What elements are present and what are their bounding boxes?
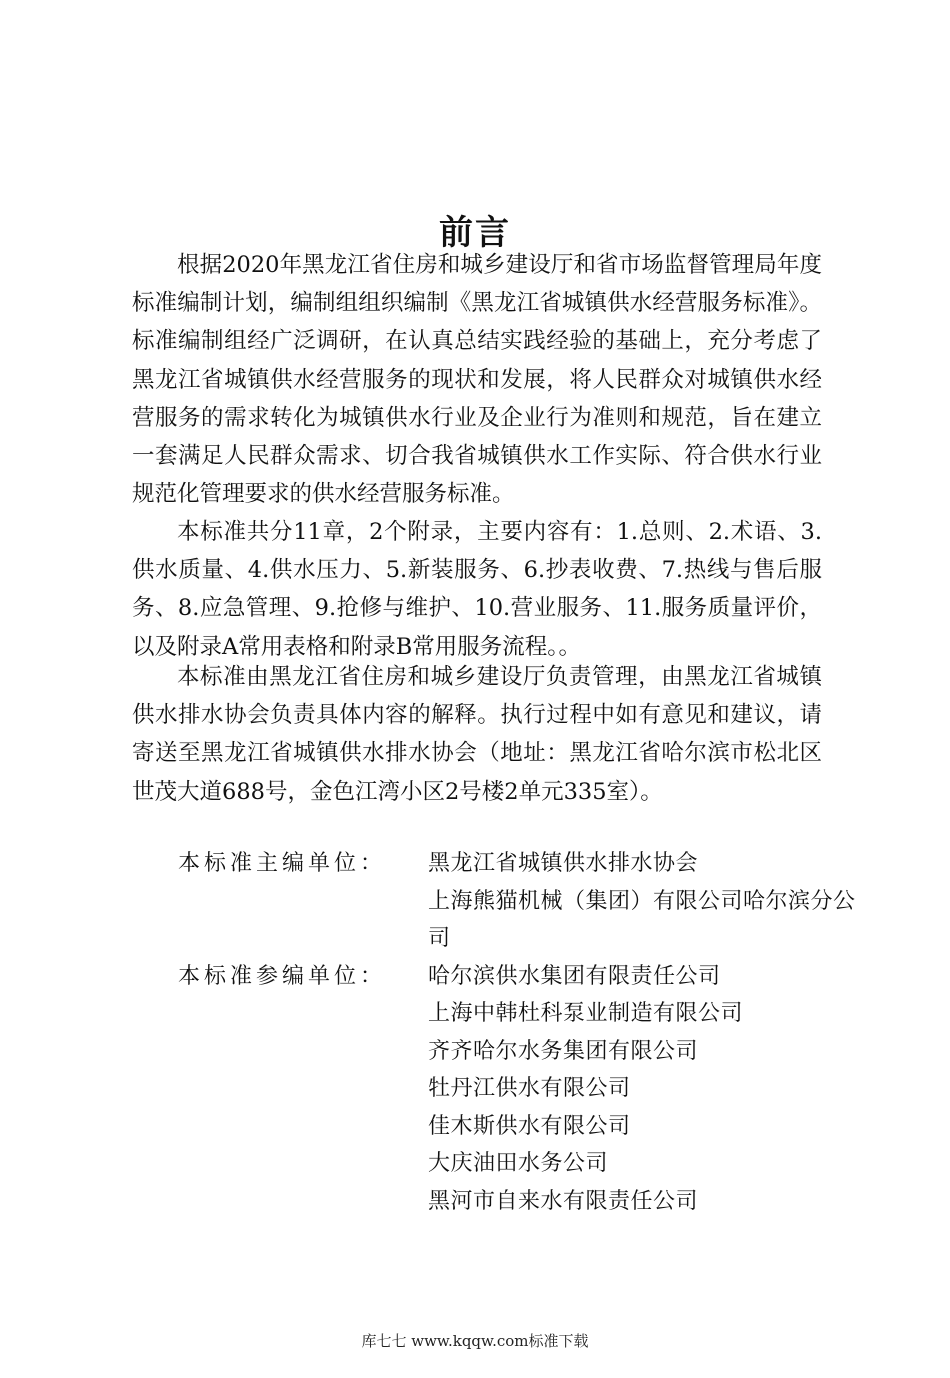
editing-units [178,845,878,1220]
participating-unit-item: 黑河市自来水有限责任公司 [428,1188,699,1214]
preface-paragraph-3: 本标准由黑龙江省住房和城乡建设厅负责管理，由黑龙江省城镇供水排水协会负责具体内容的解释。执行过程中如有意见和建议，请寄送至黑龙江省城镇供水排水协会（地址：黑龙江省哈尔滨市松北区世茂大道688号，金色江湾小区2号楼2单元335室）。 [132,664,822,805]
participating-unit-item: 齐齐哈尔水务集团有限公司 [428,1038,699,1064]
participating-unit-item: 哈尔滨供水集团有限责任公司 [428,963,721,989]
chief-unit-item: 上海熊猫机械（集团）有限公司哈尔滨分公司 [428,888,856,951]
preface-paragraph-1: 根据2020年黑龙江省住房和城乡建设厅和省市场监督管理局年度标准编制计划，编制组组织编制《黑龙江省城镇供水经营服务标准》。标准编制组经广泛调研，在认真总结实践经验的基础上，充分考虑了黑龙江省城镇供水经营服务的现状和发展，将人民群众对城镇供水经营服务的需求转化为城镇供水行业及企业行为准则和规范，旨在建立一套满足人民群众需求、切合我省城镇供水工作实际、符合供水行业规范化管理要求的供水经营服务标准。 [132,252,822,508]
participating-units-group [178,958,878,1221]
chief-units-list [428,845,868,958]
participating-units-list [428,958,868,1221]
participating-unit-item: 佳木斯供水有限公司 [428,1113,631,1139]
chief-units-group [178,845,878,958]
participating-unit-item: 牡丹江供水有限公司 [428,1076,631,1101]
page-title: 前言 [439,212,511,253]
chief-units-label: 本标准主编单位： [178,851,387,876]
footer-watermark: 库七七 www.kqqw.com标准下载 [361,1332,589,1350]
participating-unit-item: 大庆油田水务公司 [428,1151,609,1176]
chief-unit-item: 黑龙江省城镇供水排水协会 [428,851,699,876]
preface-paragraph-2: 本标准共分11章，2个附录，主要内容有：1.总则、2.术语、3.供水质量、4.供水压力、5.新装服务、6.抄表收费、7.热线与售后服务、8.应急管理、9.抢修与维护、10.营业服务、11.服务质量评价，以及附录A常用表格和附录B常用服务流程。。 [132,519,822,660]
participating-unit-item: 上海中韩杜科泵业制造有限公司 [428,1001,744,1026]
participating-units-label: 本标准参编单位： [178,963,387,989]
